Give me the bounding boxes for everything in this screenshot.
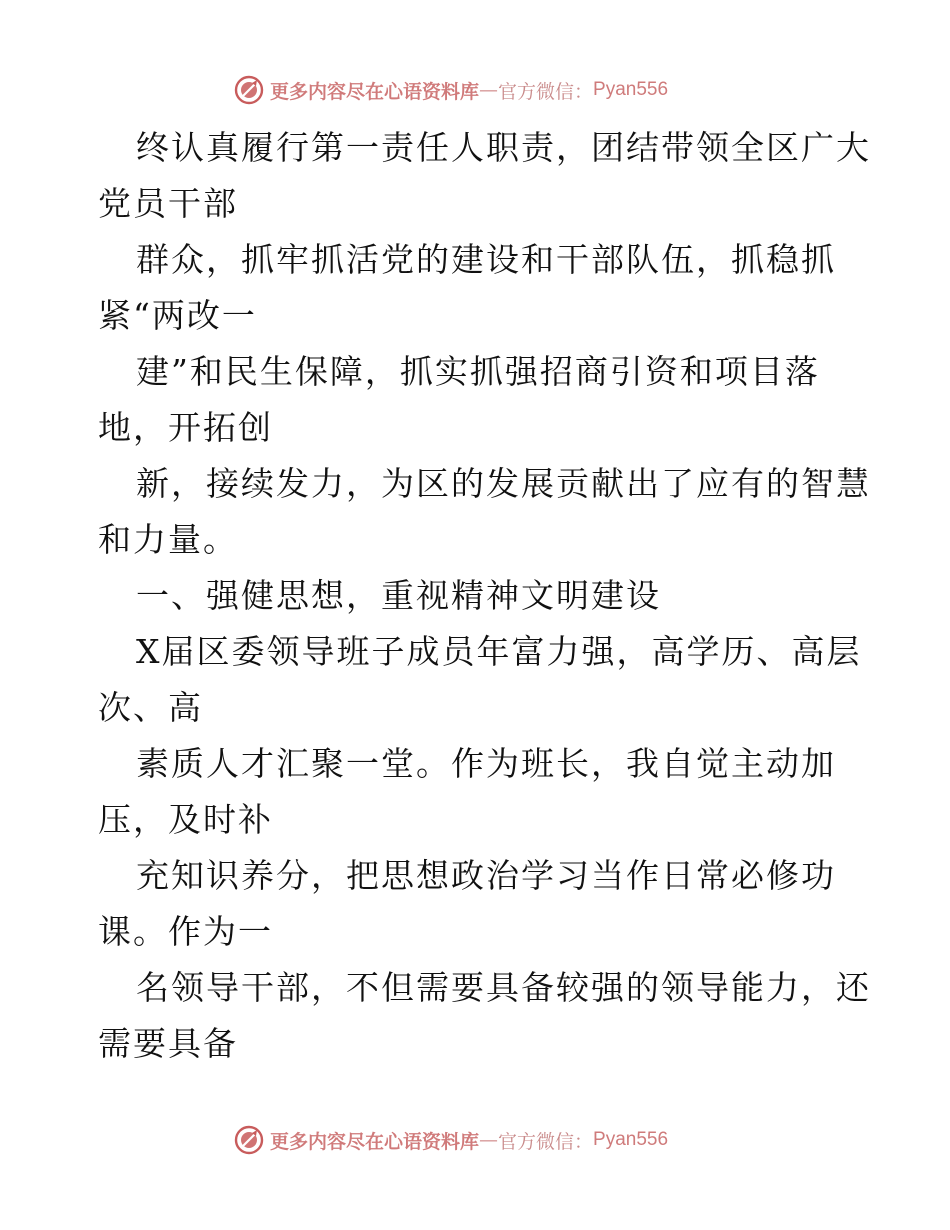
seal-logo-icon <box>234 1125 264 1155</box>
text-line: 名领导干部，不但需要具备较强的领导能力，还 <box>136 968 871 1007</box>
text-line: 紧“两改一 <box>98 296 257 335</box>
watermark-wechat-id: Pyan556 <box>593 1129 669 1150</box>
seal-logo-icon <box>234 75 264 105</box>
watermark-dash: — <box>479 79 499 101</box>
watermark-wechat-id: Pyan556 <box>593 79 669 100</box>
watermark-main-text: 更多内容尽在心语资料库 <box>270 1130 480 1153</box>
watermark-official-label: 官方微信： <box>498 80 594 103</box>
text-line: 需要具备 <box>98 1024 238 1063</box>
text-line: 建”和民生保障，抓实抓强招商引资和项目落 <box>136 352 820 391</box>
header-watermark <box>234 73 714 107</box>
text-line: 次、高 <box>98 688 203 727</box>
text-line: X届区委领导班子成员年富力强，高学历、高层 <box>136 632 862 671</box>
watermark-official-label: 官方微信： <box>498 1130 594 1153</box>
text-line: 终认真履行第一责任人职责，团结带领全区广大 <box>136 128 871 167</box>
text-line: 和力量。 <box>98 520 238 559</box>
text-line: 地，开拓创 <box>98 408 273 447</box>
text-line: 一、强健思想，重视精神文明建设 <box>136 576 661 615</box>
text-line: 压，及时补 <box>98 800 273 839</box>
footer-watermark <box>234 1123 714 1157</box>
text-line: 党员干部 <box>98 184 238 223</box>
watermark-dash: — <box>479 1129 499 1151</box>
document-body <box>98 120 871 1072</box>
text-line: 素质人才汇聚一堂。作为班长，我自觉主动加 <box>136 744 836 783</box>
text-line: 新，接续发力，为区的发展贡献出了应有的智慧 <box>136 464 871 503</box>
text-line: 充知识养分，把思想政治学习当作日常必修功 <box>136 856 836 895</box>
text-line: 课。作为一 <box>98 912 273 951</box>
text-line: 群众，抓牢抓活党的建设和干部队伍，抓稳抓 <box>136 240 836 279</box>
watermark-main-text: 更多内容尽在心语资料库 <box>270 80 480 103</box>
